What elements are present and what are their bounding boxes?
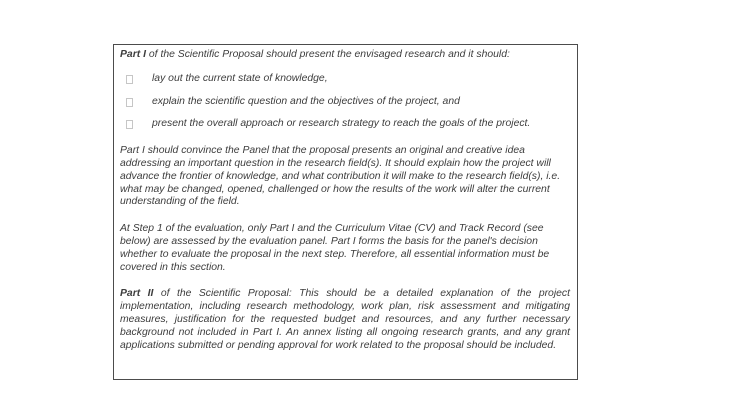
missing-glyph-bullet-icon: [126, 75, 133, 84]
paragraph-part1-convince-panel: Part I should convince the Panel that the proposal presents an original and creative idea addressing an important question in the research field(s). It should explain how the project will advance the frontier of knowledge, and what contribution it will make to the research field(s), i.e. what may be changed, opened, challenged or how the results of the work will alter the current understanding of the field.: [120, 145, 561, 208]
missing-glyph-bullet-icon: [126, 120, 133, 129]
bullet-item-scientific-question: [120, 96, 570, 109]
bullet-item-research-strategy: [120, 118, 570, 131]
paragraph-part2: [120, 288, 570, 352]
bullet-item-label: lay out the current state of knowledge,: [152, 72, 328, 84]
part1-heading-text: of the Scientific Proposal should present the envisaged research and it should:: [146, 49, 510, 60]
proposal-guidelines-box: [113, 44, 578, 380]
paragraph-step1-evaluation: At Step 1 of the evaluation, only Part I and the Curriculum Vitae (CV) and Track Record (see below) are assessed by the evaluation panel. Part I forms the basis for the panel's decision whether to evaluate the proposal in the next step. Therefore, all essential information must be covered in this section.: [120, 223, 550, 273]
missing-glyph-bullet-icon: [126, 98, 133, 107]
part1-heading: [120, 49, 570, 62]
bullet-item-label: present the overall approach or research strategy to reach the goals of the project.: [152, 118, 531, 130]
part1-bold-label: Part I: [120, 49, 146, 60]
bullet-item-state-of-knowledge: [120, 73, 570, 86]
part2-paragraph-text: of the Scientific Proposal: This should be a detailed explanation of the project implementation, including research methodology, work plan, risk assessment and mitigating measures, justification for the requested budget and resources, and any further necessary background not included in Part I. An annex listing all ongoing research grants, and any grant applications submitted or pending approval for work related to the proposal should be included.: [120, 288, 571, 351]
part2-bold-label: Part II: [120, 288, 154, 300]
bullet-item-label: explain the scientific question and the objectives of the project, and: [152, 95, 460, 107]
